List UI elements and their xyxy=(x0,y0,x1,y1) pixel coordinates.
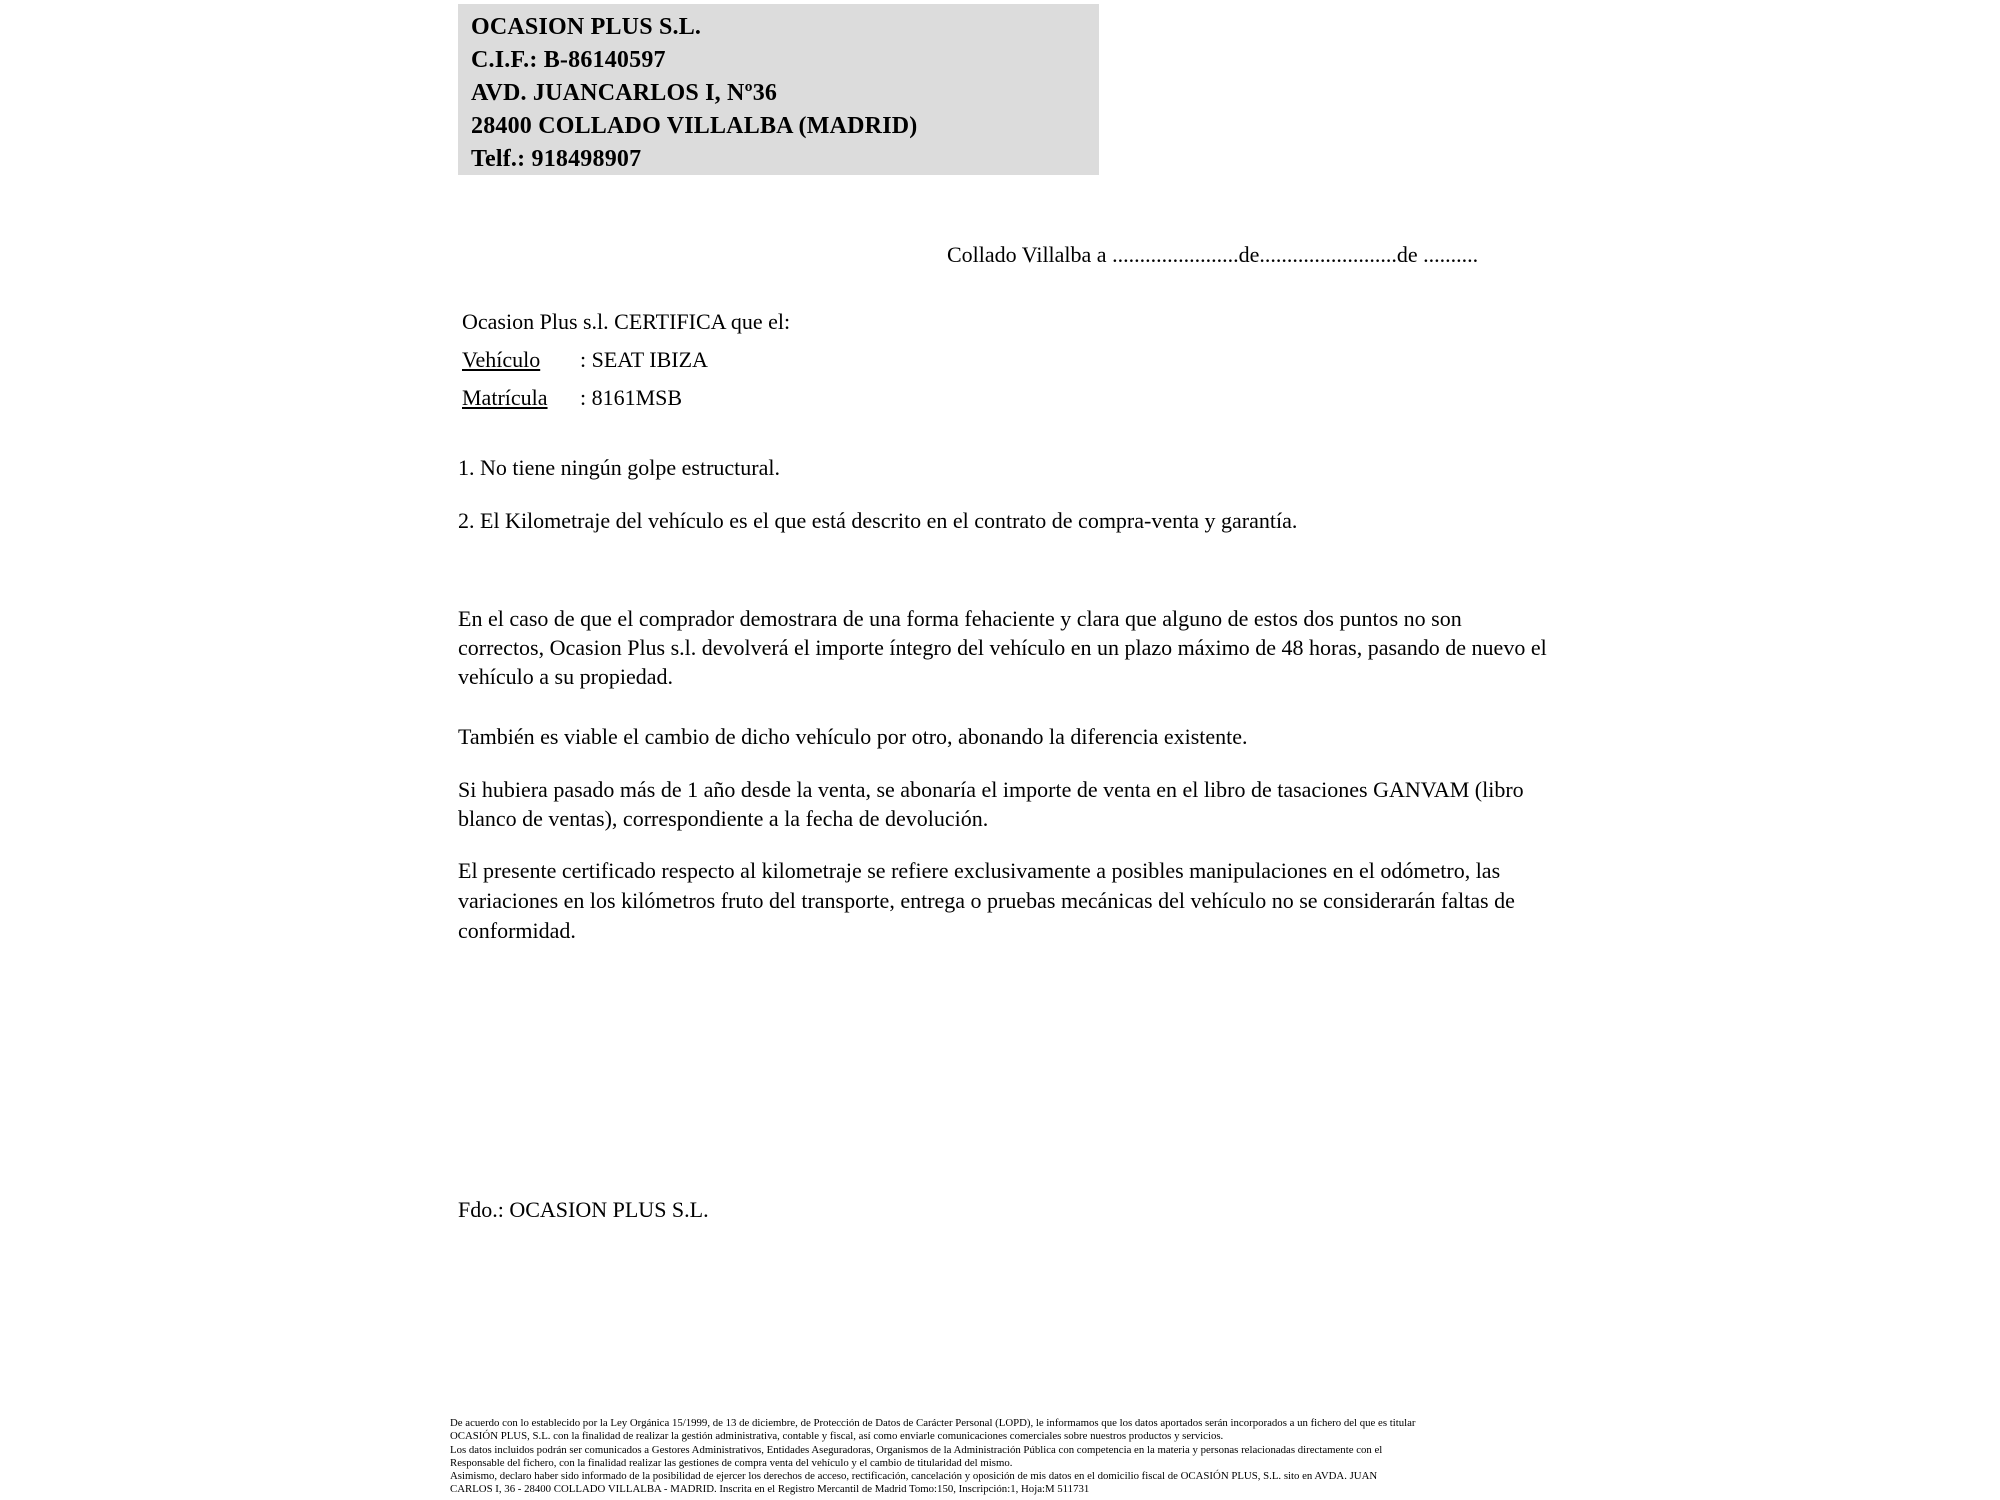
paragraph-odometer: El presente certificado respecto al kilometraje se refiere exclusivamente a posibles manipulaciones en el odómetro, las variaciones en los kilómetros fruto del transporte, entrega o pruebas mecánicas del vehículo no se considerarán faltas de conformidad. xyxy=(458,858,1515,943)
clause-2: 2. El Kilometraje del vehículo es el que está descrito en el contrato de compra-venta y garantía. xyxy=(458,508,1298,533)
signature-line: Fdo.: OCASION PLUS S.L. xyxy=(458,1197,709,1222)
certification-block xyxy=(462,303,790,417)
plate-label-wrap xyxy=(462,379,580,417)
legal-line-2: OCASIÓN PLUS, S.L. con la finalidad de realizar la gestión administrativa, contable y fiscal, así como enviarle comunicaciones comerciales sobre nuestros productos y servicios. xyxy=(450,1430,1224,1443)
legal-line-6: CARLOS I, 36 - 28400 COLLADO VILLALBA - MADRID. Inscrita en el Registro Mercantil de Madrid Tomo:150, Inscripción:1, Hoja:M 511731 xyxy=(450,1483,1090,1496)
legal-line-4: Responsable del fichero, con la finalidad realizar las gestiones de compra venta del vehículo y el cambio de titularidad del mismo. xyxy=(450,1456,1013,1469)
legal-footer xyxy=(450,1417,1416,1497)
company-header-box xyxy=(458,4,1099,175)
company-cif: C.I.F.: B-86140597 xyxy=(471,47,666,73)
company-name: OCASION PLUS S.L. xyxy=(471,14,702,40)
paragraph-ganvam: Si hubiera pasado más de 1 año desde la venta, se abonaría el importe de venta en el libro de tasaciones GANVAM (libro blanco de ventas), correspondiente a la fecha de devolución. xyxy=(458,777,1524,831)
paragraph-exchange: También es viable el cambio de dicho vehículo por otro, abonando la diferencia existente. xyxy=(458,724,1248,749)
vehicle-label-wrap xyxy=(462,341,580,379)
date-line: Collado Villalba a .......................de.........................de .......... xyxy=(947,242,1479,267)
certification-intro: Ocasion Plus s.l. CERTIFICA que el: xyxy=(462,309,791,334)
plate-field-row xyxy=(462,379,790,417)
vehicle-field-row xyxy=(462,341,790,379)
paragraph-refund: En el caso de que el comprador demostrara de una forma fehaciente y clara que alguno de estos dos puntos no son correctos, Ocasion Plus s.l. devolverá el importe íntegro del vehículo en un plazo máximo de 48 horas, pasando de nuevo el vehículo a su propiedad. xyxy=(458,606,1547,689)
company-phone: Telf.: 918498907 xyxy=(471,146,642,172)
clause-1: 1. No tiene ningún golpe estructural. xyxy=(458,455,780,480)
company-address: AVD. JUANCARLOS I, Nº36 xyxy=(471,80,778,106)
legal-line-5: Asimismo, declaro haber sido informado de la posibilidad de ejercer los derechos de acceso, rectificación, cancelación y oposición de mis datos en el domicilio fiscal de OCASIÓN PLUS, S.L. sito en AVDA. JUAN xyxy=(450,1470,1378,1483)
company-city: 28400 COLLADO VILLALBA (MADRID) xyxy=(471,113,918,139)
legal-line-1: De acuerdo con lo establecido por la Ley Orgánica 15/1999, de 13 de diciembre, de Protección de Datos de Carácter Personal (LOPD), le informamos que los datos aportados serán incorporados a un fichero del que es titular xyxy=(450,1417,1416,1429)
plate-value: : 8161MSB xyxy=(580,385,683,410)
plate-label: Matrícula xyxy=(462,385,548,410)
legal-line-3: Los datos incluidos podrán ser comunicados a Gestores Administrativos, Entidades Aseguradoras, Organismos de la Administración Pública con competencia en la materia y personas relacionadas directamente con el xyxy=(450,1443,1383,1456)
vehicle-value: : SEAT IBIZA xyxy=(580,347,708,372)
vehicle-label: Vehículo xyxy=(462,347,541,372)
